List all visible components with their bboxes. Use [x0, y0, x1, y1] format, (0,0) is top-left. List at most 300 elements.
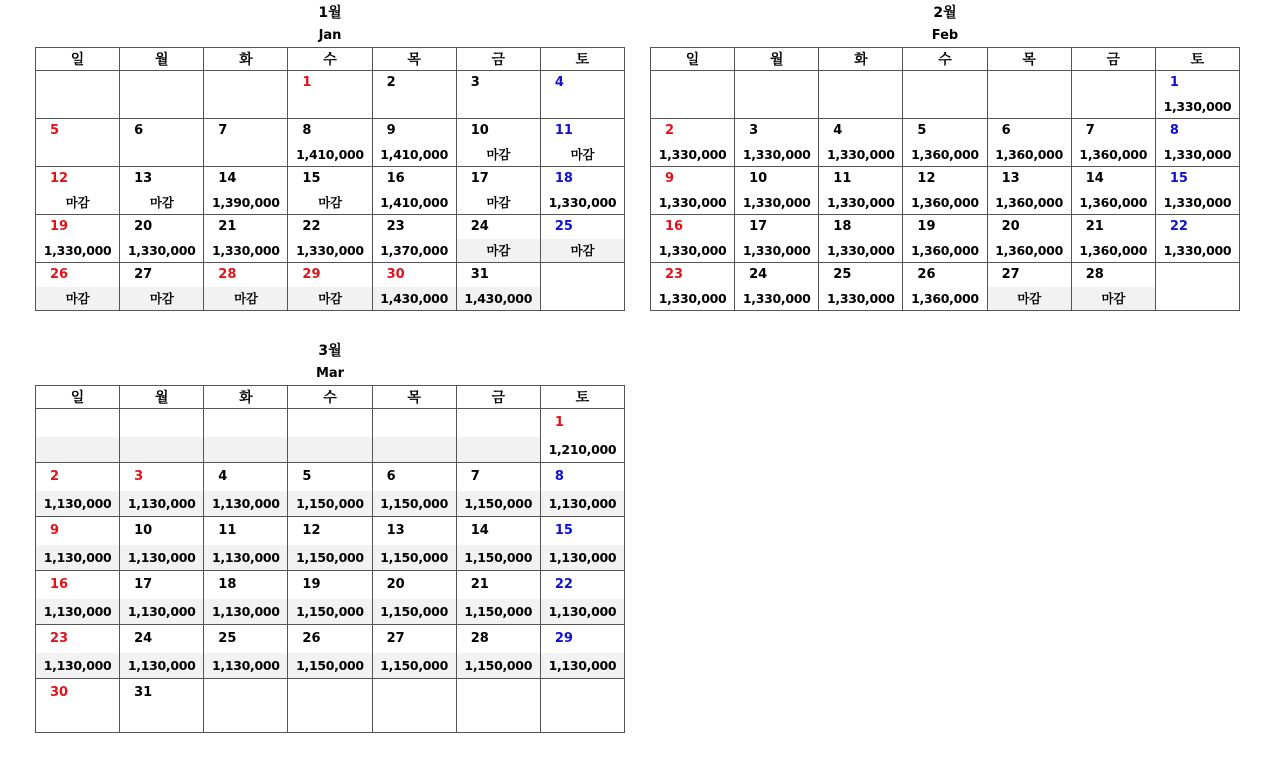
day-price [819, 95, 902, 118]
day-price: 1,330,000 [658, 147, 727, 162]
day-price [204, 437, 287, 462]
day-number: 28 [218, 267, 237, 282]
day-price: 1,330,000 [296, 243, 364, 258]
weekday-header: 일 [36, 386, 120, 409]
day-price: 1,130,000 [36, 599, 119, 624]
day-number: 18 [218, 577, 237, 592]
day-price: 1,130,000 [541, 545, 624, 570]
day-cell [903, 215, 987, 263]
day-number: 27 [386, 631, 405, 646]
weekday-header: 토 [540, 386, 624, 409]
empty-day-cell [903, 71, 987, 119]
day-number: 4 [218, 469, 228, 484]
day-number: 1 [554, 415, 564, 430]
weekday-header: 금 [456, 386, 540, 409]
day-number [988, 71, 1071, 95]
day-number: 10 [470, 123, 489, 138]
day-number: 28 [1085, 267, 1104, 282]
week-row [36, 167, 625, 215]
day-number: 6 [134, 123, 144, 138]
day-price: 마감 [570, 147, 595, 162]
day-cell [456, 119, 540, 167]
day-number: 26 [50, 267, 69, 282]
day-number: 24 [470, 219, 489, 234]
day-price [373, 437, 456, 462]
day-number: 6 [386, 469, 396, 484]
day-number: 21 [218, 219, 237, 234]
day-price: 1,330,000 [742, 243, 811, 258]
day-cell [540, 625, 624, 679]
day-price [988, 95, 1071, 118]
day-cell [1155, 71, 1239, 119]
day-number: 13 [1001, 171, 1020, 186]
day-number: 23 [386, 219, 405, 234]
day-number [1072, 71, 1155, 95]
day-number [204, 679, 287, 707]
day-price: 1,330,000 [658, 291, 727, 306]
day-cell [735, 215, 819, 263]
day-cell [120, 167, 204, 215]
day-cell [540, 215, 624, 263]
empty-day-cell [540, 263, 624, 311]
day-price: 1,410,000 [296, 147, 364, 162]
day-number [204, 71, 287, 95]
day-number: 29 [554, 631, 573, 646]
day-cell [372, 463, 456, 517]
empty-day-cell [651, 71, 735, 119]
week-row [651, 71, 1240, 119]
empty-day-cell [204, 409, 288, 463]
day-cell [372, 71, 456, 119]
day-number: 27 [1001, 267, 1020, 282]
day-number: 17 [134, 577, 153, 592]
day-cell [36, 215, 120, 263]
day-price: 1,130,000 [204, 491, 287, 516]
day-cell [987, 215, 1071, 263]
day-price: 1,330,000 [1163, 195, 1232, 210]
day-price [204, 95, 287, 118]
week-row [36, 71, 625, 119]
day-number [36, 409, 119, 437]
day-number: 17 [470, 171, 489, 186]
day-number: 5 [917, 123, 927, 138]
day-price: 1,360,000 [911, 243, 979, 258]
day-price: 1,360,000 [1079, 195, 1148, 210]
day-cell [120, 119, 204, 167]
day-cell [204, 263, 288, 311]
month-table [35, 47, 625, 311]
empty-day-cell [1071, 71, 1155, 119]
day-price: 1,330,000 [827, 147, 895, 162]
day-price [457, 707, 540, 732]
day-number: 11 [554, 123, 573, 138]
day-price: 1,330,000 [742, 195, 811, 210]
day-number: 8 [554, 469, 564, 484]
weekday-header: 수 [903, 48, 987, 71]
empty-day-cell [987, 71, 1071, 119]
day-price: 1,360,000 [995, 195, 1063, 210]
day-number [373, 409, 456, 437]
day-price: 1,330,000 [827, 195, 895, 210]
day-number: 5 [302, 469, 312, 484]
day-number [651, 71, 734, 95]
day-cell [288, 71, 372, 119]
day-cell [204, 625, 288, 679]
day-cell [204, 463, 288, 517]
day-number: 25 [554, 219, 573, 234]
day-price [120, 437, 203, 462]
day-cell [540, 71, 624, 119]
day-cell [36, 679, 120, 733]
day-number: 30 [50, 685, 69, 700]
day-price: 1,330,000 [742, 147, 811, 162]
day-number: 11 [833, 171, 852, 186]
day-number: 18 [833, 219, 852, 234]
day-price: 1,130,000 [120, 491, 203, 516]
day-number: 19 [917, 219, 936, 234]
day-price [120, 707, 203, 732]
day-number: 29 [302, 267, 321, 282]
day-price: 마감 [65, 195, 90, 210]
weekday-header: 금 [456, 48, 540, 71]
day-cell [372, 625, 456, 679]
day-price: 1,430,000 [457, 287, 540, 310]
day-number: 16 [386, 171, 405, 186]
day-price: 1,150,000 [373, 599, 456, 624]
day-price: 1,360,000 [1079, 147, 1148, 162]
day-price: 1,360,000 [911, 147, 979, 162]
weekday-header-row [651, 48, 1240, 71]
day-cell [288, 167, 372, 215]
day-cell [819, 167, 903, 215]
day-cell [372, 263, 456, 311]
day-price: 1,360,000 [1079, 243, 1148, 258]
day-number [541, 263, 624, 287]
day-number [288, 679, 371, 707]
day-price: 1,130,000 [36, 491, 119, 516]
day-number: 13 [134, 171, 153, 186]
day-number: 20 [1001, 219, 1020, 234]
day-number [735, 71, 818, 95]
week-row [36, 215, 625, 263]
day-cell [819, 119, 903, 167]
day-number: 14 [1085, 171, 1104, 186]
day-price: 1,370,000 [380, 243, 448, 258]
day-number: 2 [665, 123, 675, 138]
day-price: 1,150,000 [457, 653, 540, 678]
day-number: 12 [302, 523, 321, 538]
day-number: 5 [50, 123, 60, 138]
day-cell [456, 215, 540, 263]
day-cell [204, 517, 288, 571]
day-number: 31 [470, 267, 489, 282]
empty-day-cell [456, 679, 540, 733]
day-number [819, 71, 902, 95]
day-number: 21 [470, 577, 489, 592]
day-price: 마감 [288, 287, 371, 310]
day-number: 26 [917, 267, 936, 282]
day-cell [120, 571, 204, 625]
empty-day-cell [288, 679, 372, 733]
day-cell [540, 463, 624, 517]
empty-day-cell [1155, 263, 1239, 311]
day-cell [735, 263, 819, 311]
day-number: 25 [833, 267, 852, 282]
week-row [36, 409, 625, 463]
day-price: 1,430,000 [373, 287, 456, 310]
day-number: 22 [554, 577, 573, 592]
day-price: 1,330,000 [658, 195, 727, 210]
day-number: 1 [302, 75, 312, 90]
week-row [36, 119, 625, 167]
day-number: 15 [1169, 171, 1188, 186]
day-number: 15 [554, 523, 573, 538]
day-cell [288, 625, 372, 679]
day-number: 15 [302, 171, 321, 186]
day-number: 13 [386, 523, 405, 538]
day-price: 1,210,000 [548, 442, 617, 457]
day-price: 1,330,000 [827, 243, 895, 258]
day-price: 1,150,000 [457, 491, 540, 516]
day-price: 마감 [120, 287, 203, 310]
day-number: 14 [470, 523, 489, 538]
day-price [541, 287, 624, 310]
day-price: 1,130,000 [120, 653, 203, 678]
day-number: 12 [917, 171, 936, 186]
day-price: 1,130,000 [541, 653, 624, 678]
month-table [35, 385, 625, 733]
day-price: 1,360,000 [911, 291, 979, 306]
day-cell [1155, 215, 1239, 263]
day-price: 1,150,000 [288, 599, 371, 624]
day-cell [651, 119, 735, 167]
day-price [288, 707, 371, 732]
day-cell [987, 167, 1071, 215]
day-cell [372, 119, 456, 167]
day-price: 마감 [1072, 287, 1155, 310]
day-price: 1,150,000 [457, 545, 540, 570]
weekday-header: 화 [819, 48, 903, 71]
day-price: 1,130,000 [541, 599, 624, 624]
day-price: 1,150,000 [288, 491, 371, 516]
day-price [36, 143, 119, 166]
day-number: 20 [386, 577, 405, 592]
day-cell [540, 517, 624, 571]
day-cell [36, 517, 120, 571]
day-cell [204, 215, 288, 263]
weekday-header: 화 [204, 386, 288, 409]
month-subtitle: Jan [318, 28, 342, 43]
day-cell [204, 119, 288, 167]
day-price [120, 95, 203, 118]
day-number: 23 [665, 267, 684, 282]
day-number: 24 [749, 267, 768, 282]
day-cell [456, 571, 540, 625]
month-title: 3월 [318, 343, 342, 359]
day-cell [540, 167, 624, 215]
day-price: 1,410,000 [380, 147, 448, 162]
empty-day-cell [120, 71, 204, 119]
day-number: 30 [386, 267, 405, 282]
week-row [651, 167, 1240, 215]
weekday-header: 화 [204, 48, 288, 71]
weekday-header-row [36, 386, 625, 409]
day-number [903, 71, 986, 95]
week-row [36, 571, 625, 625]
day-price: 1,150,000 [373, 545, 456, 570]
weekday-header: 수 [288, 386, 372, 409]
day-price: 1,330,000 [1163, 147, 1232, 162]
day-number [541, 679, 624, 707]
day-price: 마감 [457, 239, 540, 262]
empty-day-cell [735, 71, 819, 119]
empty-day-cell [540, 679, 624, 733]
day-price: 1,330,000 [43, 243, 112, 258]
day-cell [288, 463, 372, 517]
day-number: 9 [386, 123, 396, 138]
day-number: 22 [1169, 219, 1188, 234]
day-number: 21 [1085, 219, 1104, 234]
day-number: 7 [1085, 123, 1095, 138]
day-cell [456, 625, 540, 679]
weekday-header: 목 [987, 48, 1071, 71]
day-cell [36, 263, 120, 311]
day-number: 14 [218, 171, 237, 186]
day-price: 1,360,000 [995, 147, 1063, 162]
day-cell [735, 167, 819, 215]
empty-day-cell [819, 71, 903, 119]
day-number: 23 [50, 631, 69, 646]
day-cell [372, 517, 456, 571]
day-number: 7 [470, 469, 480, 484]
day-price: 1,150,000 [457, 599, 540, 624]
day-cell [120, 215, 204, 263]
day-cell [204, 167, 288, 215]
empty-day-cell [120, 409, 204, 463]
empty-day-cell [36, 71, 120, 119]
day-cell [540, 119, 624, 167]
day-cell [735, 119, 819, 167]
empty-day-cell [204, 71, 288, 119]
day-number [204, 409, 287, 437]
day-price [541, 95, 624, 118]
day-price: 1,330,000 [742, 291, 811, 306]
day-number: 2 [386, 75, 396, 90]
day-cell [372, 571, 456, 625]
day-price [120, 143, 203, 166]
day-price: 1,130,000 [120, 545, 203, 570]
calendar-february [650, 2, 1240, 311]
day-price [288, 95, 371, 118]
day-price: 1,330,000 [127, 243, 196, 258]
day-number: 25 [218, 631, 237, 646]
day-cell [456, 463, 540, 517]
day-number: 7 [218, 123, 228, 138]
day-cell [651, 167, 735, 215]
day-number: 3 [749, 123, 759, 138]
day-price: 1,360,000 [911, 195, 979, 210]
day-cell [903, 167, 987, 215]
day-cell [1071, 215, 1155, 263]
day-number: 2 [50, 469, 60, 484]
week-row [651, 119, 1240, 167]
day-cell [120, 463, 204, 517]
weekday-header: 토 [540, 48, 624, 71]
day-cell [288, 517, 372, 571]
day-cell [372, 167, 456, 215]
day-price [36, 95, 119, 118]
empty-day-cell [372, 679, 456, 733]
day-price: 1,330,000 [548, 195, 617, 210]
day-price [903, 95, 986, 118]
day-cell [456, 517, 540, 571]
day-cell [204, 571, 288, 625]
day-price: 1,130,000 [204, 599, 287, 624]
day-number: 27 [134, 267, 153, 282]
day-number: 1 [1169, 75, 1179, 90]
weekday-header: 월 [735, 48, 819, 71]
weekday-header: 수 [288, 48, 372, 71]
day-price [373, 95, 456, 118]
day-cell [651, 215, 735, 263]
empty-day-cell [372, 409, 456, 463]
day-price: 1,330,000 [212, 243, 280, 258]
day-price: 1,130,000 [204, 545, 287, 570]
day-number: 3 [134, 469, 144, 484]
day-cell [36, 571, 120, 625]
day-number: 31 [134, 685, 153, 700]
day-price: 1,390,000 [212, 195, 280, 210]
month-title: 1월 [318, 5, 342, 21]
day-number: 8 [1169, 123, 1179, 138]
day-number: 20 [134, 219, 153, 234]
day-price: 마감 [988, 287, 1071, 310]
day-price [36, 437, 119, 462]
day-cell [1155, 119, 1239, 167]
day-price: 1,150,000 [288, 653, 371, 678]
day-number: 11 [218, 523, 237, 538]
day-price [541, 707, 624, 732]
day-number: 18 [554, 171, 573, 186]
week-row [36, 517, 625, 571]
day-price: 마감 [36, 287, 119, 310]
day-number: 16 [50, 577, 69, 592]
day-price [457, 437, 540, 462]
day-price: 1,410,000 [380, 195, 448, 210]
day-number: 26 [302, 631, 321, 646]
day-price: 마감 [541, 239, 624, 262]
day-price [204, 707, 287, 732]
day-number [288, 409, 371, 437]
day-number: 10 [134, 523, 153, 538]
day-price [373, 707, 456, 732]
day-price: 1,330,000 [1163, 243, 1232, 258]
day-number: 4 [554, 75, 564, 90]
day-cell [540, 571, 624, 625]
day-price: 1,360,000 [995, 243, 1063, 258]
day-cell [903, 119, 987, 167]
weekday-header: 월 [120, 48, 204, 71]
week-row [651, 263, 1240, 311]
month-subtitle: Mar [315, 366, 345, 381]
day-number: 10 [749, 171, 768, 186]
day-cell [456, 71, 540, 119]
day-price: 1,330,000 [1163, 99, 1232, 114]
day-cell [987, 263, 1071, 311]
empty-day-cell [288, 409, 372, 463]
week-row [36, 625, 625, 679]
empty-day-cell [36, 409, 120, 463]
